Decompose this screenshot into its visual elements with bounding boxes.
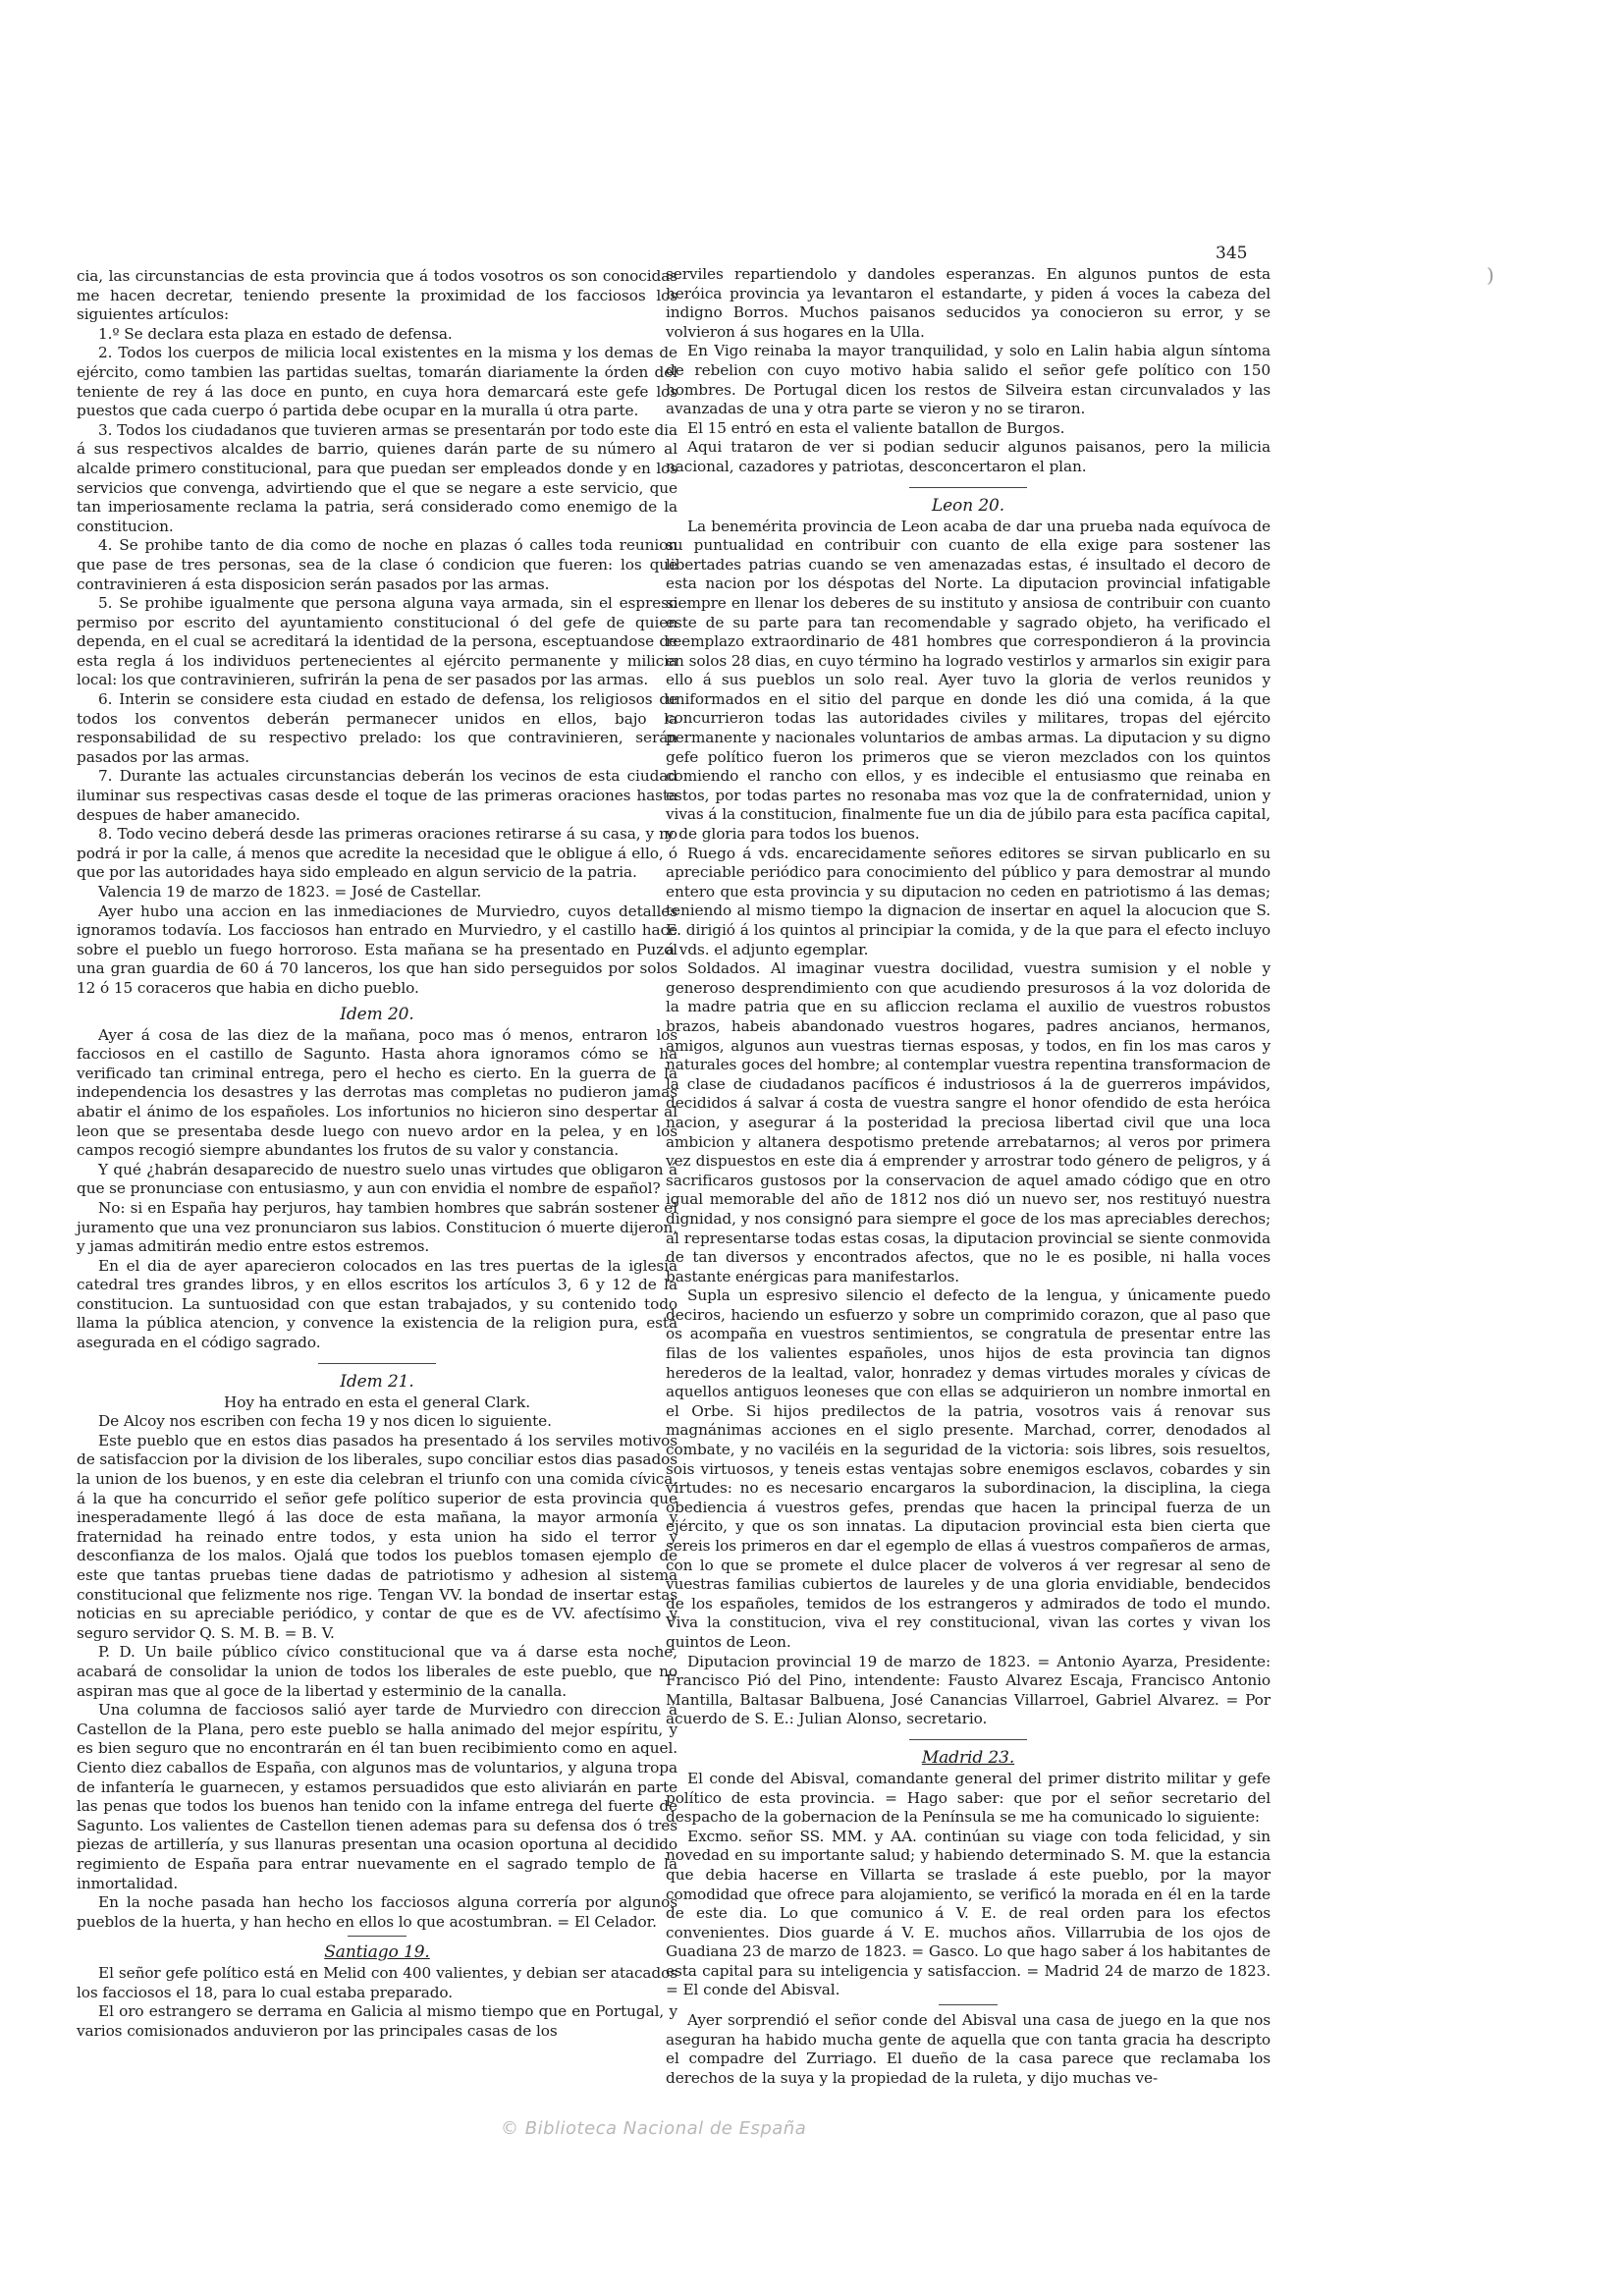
- heading-leon: Leon 20.: [931, 495, 1005, 516]
- article-2: 2. Todos los cuerpos de milicia local existentes en la misma y los demas de ejército, como tambien las partidas sueltas, tomarán diariamente la órden del teniente de rey á las doce en punto, en cuya hora demarcará este gefe los puestos que cada cuerpo ó partida debe ocupar en la muralla ú otra parte.: [77, 344, 677, 420]
- section-divider: [909, 487, 1027, 488]
- sagunto-paragraph: Ayer á cosa de las diez de la mañana, poco mas ó menos, entraron los facciosos en el castillo de Sagunto. Hasta ahora ignoramos cómo se ha verificado tan criminal entrega, pero el hecho es cierto. En la guerra de la independencia los desastres y las derrotas mas completas no pudieron jamas abatir el ánimo de los españoles. Los infortunios no hicieron sino despertar al leon que se presentaba desde luego con nuevo ardor en la pelea, y en los campos recogió siempre abundantes los frutos de su valor y constancia.: [77, 1025, 677, 1160]
- article-8: 8. Todo vecino deberá desde las primeras oraciones retirarse á su casa, y no podrá ir por la calle, á menos que acredite la necesidad que le obligue á ello, ó que por las autoridades haya sido empleado en algun servicio de la patria.: [77, 825, 677, 882]
- clark-line: Hoy ha entrado en esta el general Clark.: [224, 1393, 530, 1411]
- soldados-paragraph: Soldados. Al imaginar vuestra docilidad, vuestra sumision y el noble y generoso desprendimiento con que acudiendo presurosos á la voz dolorida de la madre patria que en su afliccion reclama el auxilio de vuestros robustos brazos, habeis abandonado vuestros hogares, padres ancianos, hermanos, amigos, algunos aun vuestras tiernas esposas, y todos, en fin los mas caros y naturales goces del hombre; al contemplar vuestra repentina transformacion de la clase de ciudadanos pacíficos é industriosos á la de guerreros impávidos, decididos á salvar á costa de vuestra sangre el honor ofendido de esta heróica nacion, y asegurar á la posteridad la preciosa libertad civil que una loca ambicion y altanera despotismo pretende arrebatarnos; al veros por primera vez dispuestos en este dia á emprender y arrostrar todo género de peligros, y á sacrificaros gustosos por la conservacion de aquel amado código que en otro igual memorable del año de 1812 nos dió un nuevo ser, nos restituyó nuestra dignidad, y nos consignó para siempre el goce de los mas apreciables derechos; al representarse todas estas cosas, la diputacion provincial se siente conmovida de tan diversos y encontrados afectos, que no le es posible, ni halla voces bastante enérgicas para manifestarlos.: [666, 959, 1271, 1285]
- page-number: 345: [1216, 244, 1248, 263]
- murviedro-paragraph: Ayer hubo una accion en las inmediaciones de Murviedro, cuyos detalles ignoramos todavía. Los facciosos han entrado en Murviedro, y el castillo hace sobre el pueblo un fuego horroroso. Esta mañana se ha presentado en Puzol una gran guardia de 60 á 70 lanceros, los que han sido perseguidos por solos 12 ó 15 coraceros que habia en dicho pueblo.: [77, 902, 677, 997]
- abisal-paragraph: El conde del Abisval, comandante general del primer distrito militar y gefe político de esta provincia. = Hago saber: que por el señor secretario del despacho de la gobernacion de la Península se me ha comunicado lo siguiente:: [666, 1769, 1271, 1827]
- article-1: 1.º Se declara esta plaza en estado de defensa.: [98, 324, 453, 343]
- article-7: 7. Durante las actuales circunstancias deberán los vecinos de esta ciudad iluminar sus respectivas casas desde el toque de las primeras oraciones hasta despues de haber amanecido.: [77, 767, 677, 824]
- supla-paragraph: Supla un espresivo silencio el defecto de la lengua, y únicamente puedo deciros, haciendo un esfuerzo y sobre un comprimido corazon, que al paso que os acompaña en vuestros sentimientos, se congratula de presentar entre las filas de los valientes españoles, unos hijos de esta provincia tan dignos herederos de la lealtad, valor, honradez y demas virtudes morales y cívicas de aquellos antiguos leoneses que con ellas se adquirieron un nombre inmortal en el Orbe. Si hijos predilectos de la patria, vosotros vais á renovar sus magnánimas acciones en el siglo presente. Marchad, correr, denodados al combate, y no vaciléis en la seguridad de la victoria: sois libres, sois resueltos, sois virtuosos, y teneis estas ventajas sobre enemigos esclavos, cobardes y sin virtudes: no es necesario encargaros la subordinacion, la disciplina, la ciega obediencia á vuestros gefes, prendas que hacen la principal fuerza de un ejército, y que os son innatas. La diputacion provincial esta bien cierta que sereis los primeros en dar el egemplo de ellas á vuestros compañeros de armas, con lo que se promete el dulce placer de volveros á ver regresar al seno de vuestras familias cubiertos de laureles y de una gloria envidiable, bendecidos de los españoles, temidos de los estrangeros y admirados de todo el mundo. Viva la constitucion, viva el rey constitucional, vivan las cortes y vivan los quintos de Leon.: [666, 1286, 1271, 1651]
- article-5: 5. Se prohibe igualmente que persona alguna vaya armada, sin el espreso permiso por escrito del ayuntamiento constitucional ó del gefe de quien dependa, en el cual se acreditará la identidad de la persona, esceptuandose de esta regla á los individuos pertenecientes al ejército permanente y milicia local: los que contravinieren, sufrirán la pena de ser pasados por las armas.: [77, 594, 677, 689]
- alcoy-intro: De Alcoy nos escriben con fecha 19 y nos dicen lo siguiente.: [98, 1412, 552, 1431]
- leon-paragraph: La benemérita provincia de Leon acaba de dar una prueba nada equívoca de su puntualidad en contribuir con cuanto de ella exige para sostener las libertades patrias cuando se ven amenazadas estas, é insultado el decoro de esta nacion por los déspotas del Norte. La diputacion provincial infatigable siempre en llenar los deberes de su instituto y ansiosa de contribuir con cuanto este de su parte para tan recomendable y sagrado objeto, ha verificado el reemplazo extraordinario de 481 hombres que correspondieron á la provincia en solos 28 dias, en cuyo término ha logrado vestirlos y armarlos sin exigir para ello á sus pueblos un solo real. Ayer tuvo la gloria de verlos reunidos y uniformados en el sitio del parque en donde les dió una comida, á la que concurrieron todas las autoridades civiles y militares, tropas del ejército permanente y nacionales voluntarios de ambas armas. La diputacion y su digno gefe político fueron los primeros que se vieron mezclados con los quintos comiendo el rancho con ellos, y es indecible el entusiasmo que reinaba en estos, por todas partes no resonaba mas voz que la de confraternidad, union y vivas á la constitucion, finalmente fue un dia de júbilo para esta pacífica capital, y de gloria para todos los buenos.: [666, 517, 1271, 844]
- intro-paragraph: cia, las circunstancias de esta provincia que á todos vosotros os son conocidas me hacen decretar, teniendo presente la proximidad de los facciosos los siguientes artículos:: [77, 267, 677, 324]
- article-6: 6. Interin se considere esta ciudad en estado de defensa, los religiosos de todos los conventos deberán permanecer unidos en ellos, bajo la responsabilidad de su respectivo prelado: los que contravinieren, serán pasados por las armas.: [77, 690, 677, 766]
- left-column: [77, 267, 677, 2042]
- ruego-paragraph: Ruego á vds. encarecidamente señores editores se sirvan publicarlo en su apreciable periódico para conocimiento del público y para demostrar al mundo entero que esta provincia y su diputacion no ceden en patriotismo á las demas; teniendo al mismo tiempo la dignacion de insertar en aquel la alocucion que S. E. dirigió á los quintos al principiar la comida, y de la que para el efecto incluyo á vds. el adjunto egemplar.: [666, 844, 1271, 958]
- section-divider: [348, 1936, 406, 1937]
- section-divider: [909, 1739, 1027, 1740]
- serviles-paragraph: serviles repartiendolo y dandoles esperanzas. En algunos puntos de esta heróica provincia ya levantaron el estandarte, y piden á voces la cabeza del indigno Borros. Muchos paisanos seducidos ya conocieron su error, y se volvieron á sus hogares en la Ulla.: [666, 265, 1271, 341]
- section-divider: [939, 2004, 998, 2005]
- huerta-paragraph: En la noche pasada han hecho los facciosos alguna correría por algunos pueblos de la huerta, y han hecho en ellos lo que acostumbran. = El Celador.: [77, 1893, 677, 1931]
- heading-madrid-text: Madrid 23.: [921, 1747, 1015, 1768]
- heading-idem-21: Idem 21.: [340, 1371, 414, 1392]
- right-column: [666, 265, 1271, 2088]
- article-4: 4. Se prohibe tanto de dia como de noche en plazas ó calles toda reunion que pase de tres personas, sea de la clase ó condicion que fueren: los que contravinieren á esta disposicion serán pasados por las armas.: [77, 536, 677, 593]
- aqui-paragraph: Aqui trataron de ver si podian seducir algunos paisanos, pero la milicia nacional, cazadores y patriotas, desconcertaron el plan.: [666, 438, 1271, 475]
- sorprendio-paragraph: Ayer sorprendió el señor conde del Abisval una casa de juego en la que nos aseguran ha habido mucha gente de aquella que con tanta gracia ha descripto el compadre del Zurriago. El dueño de la casa parece que reclamaba los derechos de la suya y la propiedad de la ruleta, y dijo muchas ve-: [666, 2011, 1271, 2087]
- diputacion-paragraph: Diputacion provincial 19 de marzo de 1823. = Antonio Ayarza, Presidente: Francisco Pió del Pino, intendente: Fausto Alvarez Escaja, Francisco Antonio Mantilla, Baltasar Balbuena, José Canancias Villarroel, Gabriel Alvarez. = Por acuerdo de S. E.: Julian Alonso, secretario.: [666, 1652, 1271, 1728]
- library-watermark: © Biblioteca Nacional de España: [501, 2118, 807, 2139]
- perjuros-paragraph: No: si en España hay perjuros, hay tambien hombres que sabrán sostener el juramento que una vez pronunciaron sus labios. Constitucion ó muerte dijeron, y jamas admitirán medio entre estos estremos.: [77, 1198, 677, 1256]
- signature-valencia: Valencia 19 de marzo de 1823. = José de Castellar.: [98, 883, 482, 901]
- santiago-paragraph: El señor gefe político está en Melid con 400 valientes, y debian ser atacados los facciosos el 18, para lo cual estaba preparado.: [77, 1964, 677, 2001]
- postdata-paragraph: P. D. Un baile público cívico constitucional que va á darse esta noche, acabará de consolidar la union de todos los liberales de este pueblo, que no aspiran mas que al goce de la libertad y esterminio de la canalla.: [77, 1643, 677, 1700]
- heading-madrid: [666, 1748, 1271, 1768]
- castellon-paragraph: Una columna de facciosos salió ayer tarde de Murviedro con direccion á Castellon de la Plana, pero este pueblo se halla animado del mejor espíritu, y es bien seguro que no encontrarán en él tan buen recibimiento como en aquel. Ciento diez caballos de España, con algunos mas de voluntarios, y alguna tropa de infantería le guarnecen, y estamos persuadidos que esto aliviarán en parte las penas que todos los buenos han tenido con la infame entrega del fuerte de Sagunto. Los valientes de Castellon tienen ademas para su defensa dos ó tres piezas de artillería, y sus llanuras presentan una ocasion oportuna al decidido regimiento de España para entrar nuevamente en el sagrado templo de la inmortalidad.: [77, 1701, 677, 1892]
- burgos-paragraph: El 15 entró en esta el valiente batallon de Burgos.: [687, 418, 1065, 437]
- iglesia-paragraph: En el dia de ayer aparecieron colocados en las tres puertas de la iglesia catedral tres grandes libros, y en ellos escritos los artículos 3, 6 y 12 de la constitucion. La suntuosidad con que estan trabajados, y su contenido todo llama la pública atencion, y convence la existencia de la religion pura, está asegurada en el código sagrado.: [77, 1256, 677, 1352]
- article-3: 3. Todos los ciudadanos que tuvieren armas se presentarán por todo este dia á sus respectivos alcaldes de barrio, quienes darán parte de su número al alcalde primero constitucional, para que puedan ser empleados donde y en los servicios que convenga, advirtiendo que el que se negare a este servicio, que tan imperiosamente reclama la patria, será considerado como enemigo de la constitucion.: [77, 420, 677, 535]
- excmo-paragraph: Excmo. señor SS. MM. y AA. continúan su viage con toda felicidad, y sin novedad en su importante salud; y habiendo determinado S. M. que la estancia que debia hacerse en Villarta se traslade á este pueblo, por la mayor comodidad que ofrece para alojamiento, se verificó la morada en él en la tarde de este dia. Lo que comunico á V. E. de real orden para los efectos convenientes. Dios guarde á V. E. muchos años. Villarrubia de los ojos de Guadiana 23 de marzo de 1823. = Gasco. Lo que hago saber á los habitantes de esta capital para su inteligencia y satisfaccion. = Madrid 24 de marzo de 1823. = El conde del Abisval.: [666, 1827, 1271, 1999]
- galicia-paragraph: El oro estrangero se derrama en Galicia al mismo tiempo que en Portugal, y varios comisionados anduvieron por las principales casas de los: [77, 2002, 677, 2041]
- heading-idem-20: Idem 20.: [340, 1004, 414, 1024]
- page-edge-mark: ): [1487, 263, 1494, 287]
- alcoy-paragraph: Este pueblo que en estos dias pasados ha presentado á los serviles motivos de satisfaccion por la division de los liberales, supo conciliar estos dias pasados la union de los buenos, y en este dia celebran el triunfo con una comida cívica, á la que ha concurrido el señor gefe político superior de esta provincia que inesperadamente llegó á las doce de esta mañana, la mayor armonía y fraternidad ha reinado entre todos, y esta union ha sido el terror y desconfianza de los malos. Ojalá que todos los pueblos tomasen ejemplo de este que tantas pruebas tiene dadas de patriotismo y adhesion al sistema constitucional que felizmente nos rige. Tengan VV. la bondad de insertar estas noticias en su apreciable periódico, y contar de que es de VV. afectísimo y seguro servidor Q. S. M. B. = B. V.: [77, 1431, 677, 1642]
- section-divider: [318, 1363, 436, 1364]
- heading-santiago-text: Santiago 19.: [324, 1942, 430, 1963]
- heading-santiago: [77, 1942, 677, 1962]
- question-paragraph: Y qué ¿habrán desaparecido de nuestro suelo unas virtudes que obligaron á que se pronunciase con entusiasmo, y aun con envidia el nombre de español?: [77, 1160, 677, 1198]
- vigo-paragraph: En Vigo reinaba la mayor tranquilidad, y solo en Lalin habia algun síntoma de rebelion con cuyo motivo habia salido el señor gefe político con 150 hombres. De Portugal dicen los restos de Silveira estan circunvalados y las avanzadas de una y otra parte se vieron y no se tiraron.: [666, 342, 1271, 418]
